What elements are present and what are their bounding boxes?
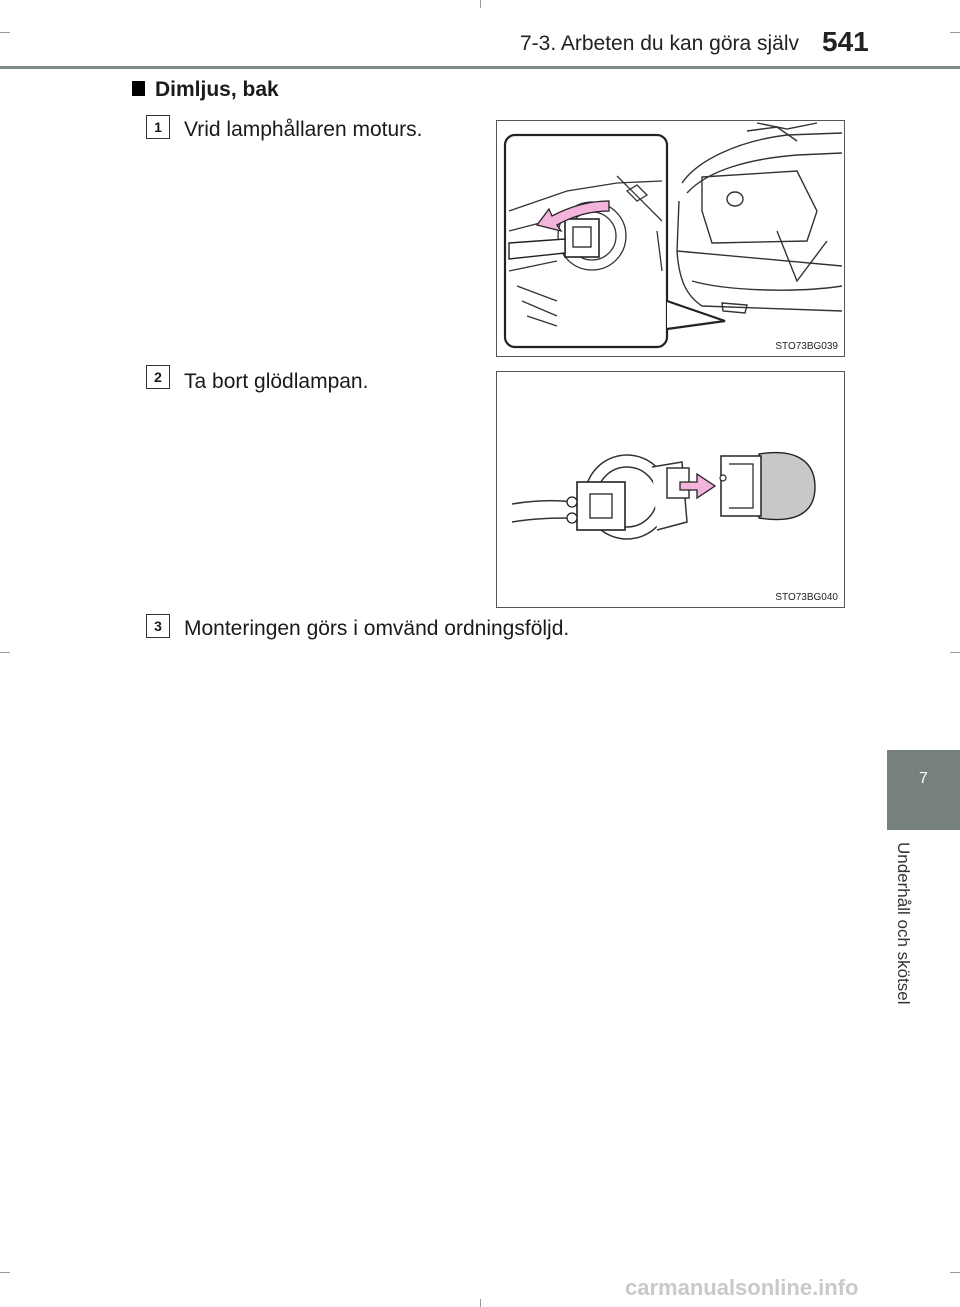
figure-lamp-holder-rotate bbox=[496, 120, 845, 357]
crop-mark bbox=[950, 32, 960, 33]
chapter-label: Underhåll och skötsel bbox=[894, 842, 913, 1005]
step-text: Ta bort glödlampan. bbox=[184, 370, 369, 393]
crop-mark bbox=[0, 1272, 10, 1273]
crop-mark bbox=[950, 1272, 960, 1273]
step-number-box: 2 bbox=[146, 365, 170, 389]
figure-code: STO73BG039 bbox=[775, 341, 838, 352]
car-rear-illustration bbox=[497, 121, 844, 356]
chapter-side-label bbox=[893, 842, 923, 1042]
chapter-tab bbox=[887, 750, 960, 830]
crop-mark bbox=[0, 652, 10, 653]
header-section-title: 7-3. Arbeten du kan göra själv bbox=[520, 32, 800, 55]
crop-mark bbox=[480, 0, 481, 8]
bulb-holder-illustration bbox=[497, 372, 844, 607]
step-number-box: 3 bbox=[146, 614, 170, 638]
header-rule bbox=[0, 66, 960, 69]
step-number-box: 1 bbox=[146, 115, 170, 139]
section-title: Dimljus, bak bbox=[155, 78, 279, 101]
square-bullet-icon bbox=[132, 81, 145, 96]
figure-remove-bulb bbox=[496, 371, 845, 608]
section-heading bbox=[132, 78, 279, 102]
chapter-number: 7 bbox=[919, 770, 928, 787]
step-text: Monteringen görs i omvänd ordningsföljd. bbox=[184, 617, 570, 640]
figure-code: STO73BG040 bbox=[775, 592, 838, 603]
footer-watermark: carmanualsonline.info bbox=[625, 1275, 859, 1300]
crop-mark bbox=[950, 652, 960, 653]
crop-mark bbox=[0, 32, 10, 33]
crop-mark bbox=[480, 1299, 481, 1307]
step-text: Vrid lamphållaren moturs. bbox=[184, 118, 423, 141]
page-number: 541 bbox=[822, 26, 869, 57]
